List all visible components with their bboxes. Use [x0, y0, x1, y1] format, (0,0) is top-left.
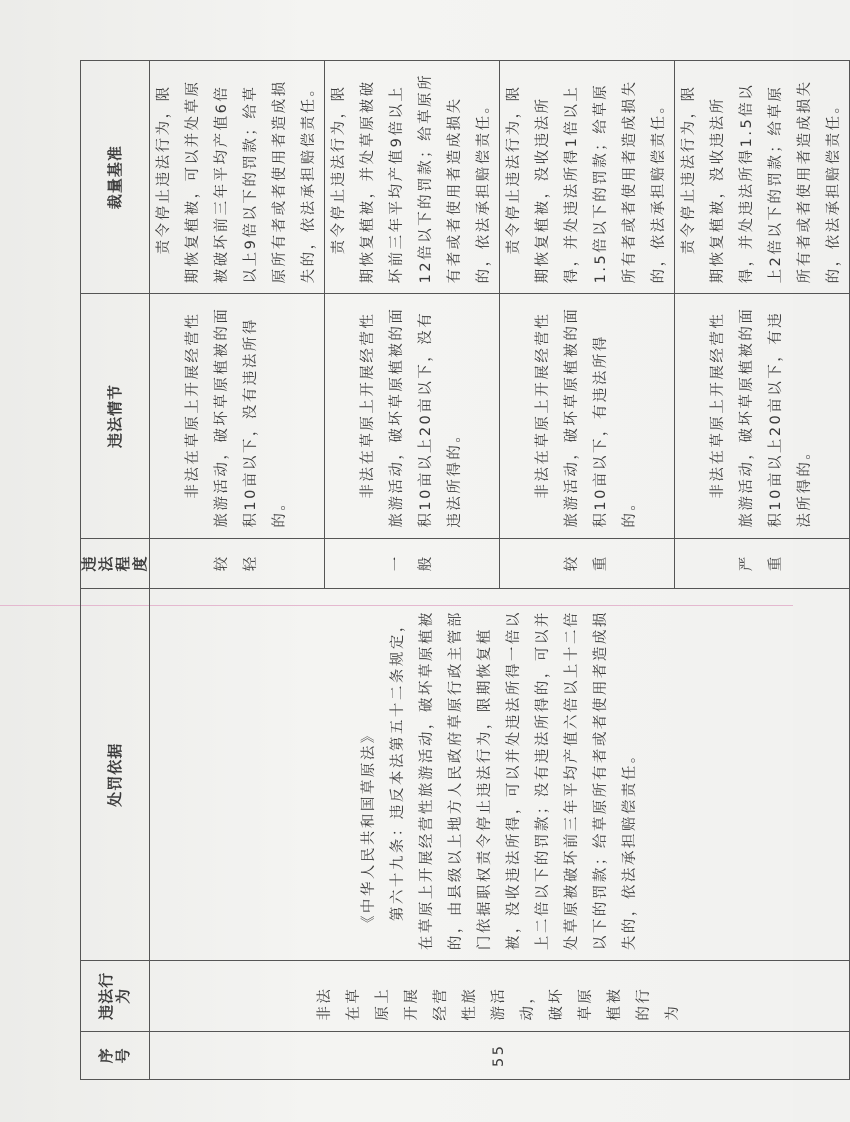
table-row [150, 61, 325, 1080]
standard-cell: 责令停止违法行为，限期恢复植被，没收违法所得，并处违法所得1.5倍以上2倍以下的罚款；给草原所有者或者使用者造成损失的，依法承担赔偿责任。 [675, 61, 850, 294]
violation-act: 非法在草原上开展经营性旅游活动，破坏草原植被的行为 [150, 961, 850, 1031]
circumstance-cell: 非法在草原上开展经营性旅游活动，破坏草原植被的面积10亩以上20亩以下，没有违法所得的。 [325, 294, 500, 538]
degree-cell: 较轻 [150, 538, 325, 589]
penalty-table [80, 60, 850, 1080]
standard-cell: 责令停止违法行为，限期恢复植被，并处草原被破坏前三年平均产值9倍以上12倍以下的罚款；给草原所有者或者使用者造成损失的，依法承担赔偿责任。 [325, 61, 500, 294]
law-title: 《中华人民共和国草原法》 [360, 726, 377, 931]
law-article-text: 第六十九条：违反本法第五十二条规定，在草原上开展经营性旅游活动，破坏草原植被的，由县级以上地方人民政府草原行政主管部门依据职权责令停止违法行为，限期恢复植被，没收违法所得，可以并处违法所得一倍以上二倍以下的罚款；没有违法所得的，可以并处草原被破坏前三年平均产值六倍以上十二倍以下的罚款；给草原所有者或者使用者造成损失的，依法承担赔偿责任。 [389, 610, 638, 951]
table-header-row [81, 61, 150, 1080]
penalty-basis [150, 589, 850, 961]
degree-cell: 一般 [325, 538, 500, 589]
header-standard: 裁量基准 [81, 61, 150, 294]
circumstance-cell: 非法在草原上开展经营性旅游活动，破坏草原植被的面积10亩以上20亩以下，有违法所得的。 [675, 294, 850, 538]
circumstance-cell: 非法在草原上开展经营性旅游活动，破坏草原植被的面积10亩以下，没有违法所得的。 [150, 294, 325, 538]
rotated-table-container [80, 60, 842, 1080]
header-act: 违法行为 [81, 961, 150, 1031]
row-number: 55 [150, 1031, 850, 1079]
degree-cell: 严重 [675, 538, 850, 589]
standard-cell: 责令停止违法行为，限期恢复植被，没收违法所得，并处违法所得1倍以上1.5倍以下的罚款；给草原所有者或者使用者造成损失的，依法承担赔偿责任。 [500, 61, 675, 294]
standard-cell: 责令停止违法行为，限期恢复植被，可以并处草原被破坏前三年平均产值6倍以上9倍以下的罚款；给草原所有者或者使用者造成损失的，依法承担赔偿责任。 [150, 61, 325, 294]
header-no: 序号 [81, 1031, 150, 1079]
header-circumstance: 违法情节 [81, 294, 150, 538]
header-degree: 违法程度 [81, 538, 150, 589]
header-basis: 处罚依据 [81, 589, 150, 961]
circumstance-cell: 非法在草原上开展经营性旅游活动，破坏草原植被的面积10亩以下，有违法所得的。 [500, 294, 675, 538]
degree-cell: 较重 [500, 538, 675, 589]
